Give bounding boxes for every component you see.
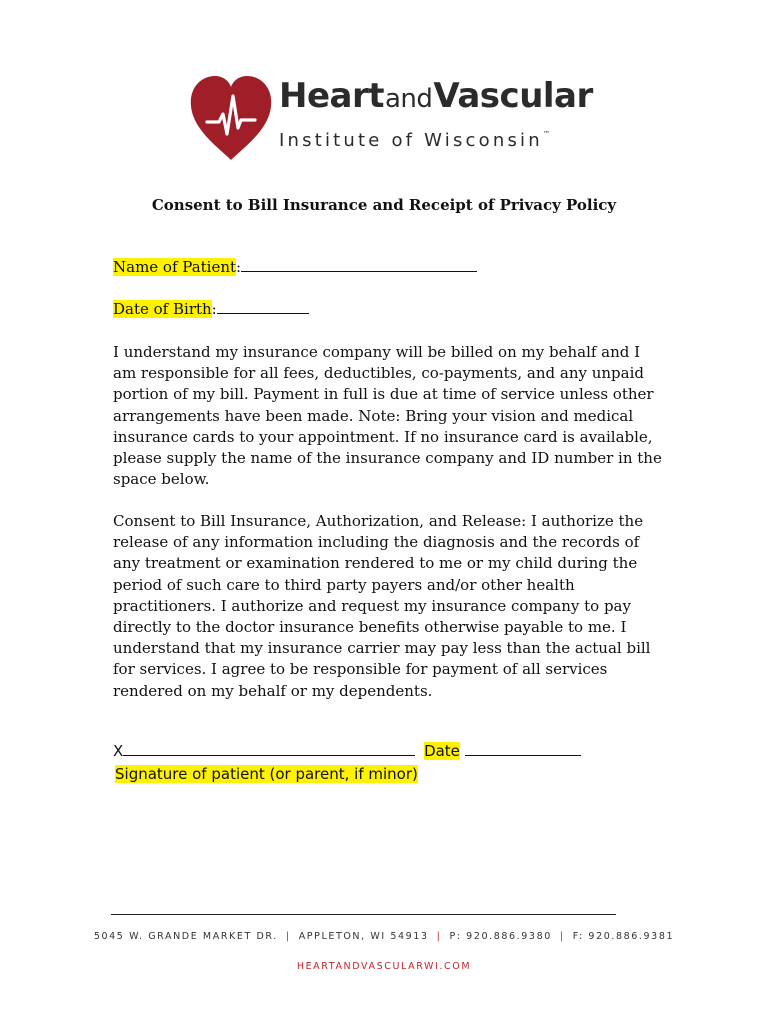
footer-city: APPLETON, WI 54913 [298,931,429,942]
billing-paragraph: I understand my insurance company will be billed on my behalf and I am responsible for all fees, deductibles, co-payments, and any unpaid portion of my bill. Payment in full is due at time of service unless other arrangements have been made. Note: Bring your vision and medical insurance cards to your appointment. If no insurance card is available, please supply the name of the insurance company and ID number in the space below. [113,343,662,489]
date-label: Date [424,742,460,760]
date-line[interactable] [465,742,581,756]
footer-contact: 5045 W. GRANDE MARKET DR. | APPLETON, WI 54913 | P: 920.886.9380 | F: 920.886.9381 [93,931,675,942]
footer-website-link[interactable]: HEARTANDVASCULARWI.COM [296,961,472,972]
form-title: Consent to Bill Insurance and Receipt of Privacy Policy [151,196,617,214]
dob-field[interactable]: Date of Birth: [113,300,309,318]
footer-address: 5045 W. GRANDE MARKET DR. [93,931,278,942]
logo [189,74,593,166]
heart-logo-icon [189,74,273,162]
dob-label: Date of Birth [113,300,212,318]
footer-fax: F: 920.886.9381 [572,931,675,942]
patient-name-label: Name of Patient [113,258,237,276]
footer-divider [111,914,616,915]
signature-row[interactable] [113,742,581,760]
signature-line[interactable] [123,742,415,756]
consent-paragraph: Consent to Bill Insurance, Authorization, and Release: I authorize the release of any information including the diagnosis and the records of any treatment or examination rendered to me or my child during the period of such care to third party payers and/or other health practitioners. I authorize and request my insurance company to pay directly to the doctor insurance benefits otherwise payable to me. I understand that my insurance carrier may pay less than the actual bill for services. I agree to be responsible for payment of all services rendered on my behalf or my dependents. [113,512,651,700]
signature-x: X [113,742,124,760]
patient-name-line[interactable] [241,258,477,272]
dob-line[interactable] [217,300,309,314]
signature-label: Signature of patient (or parent, if minor) [115,765,418,783]
brand-name: HeartandVascular [279,76,593,116]
brand-subtitle: Institute of Wisconsin™ [279,130,550,151]
patient-name-field[interactable]: Name of Patient: [113,258,477,276]
footer-phone: P: 920.886.9380 [449,931,552,942]
